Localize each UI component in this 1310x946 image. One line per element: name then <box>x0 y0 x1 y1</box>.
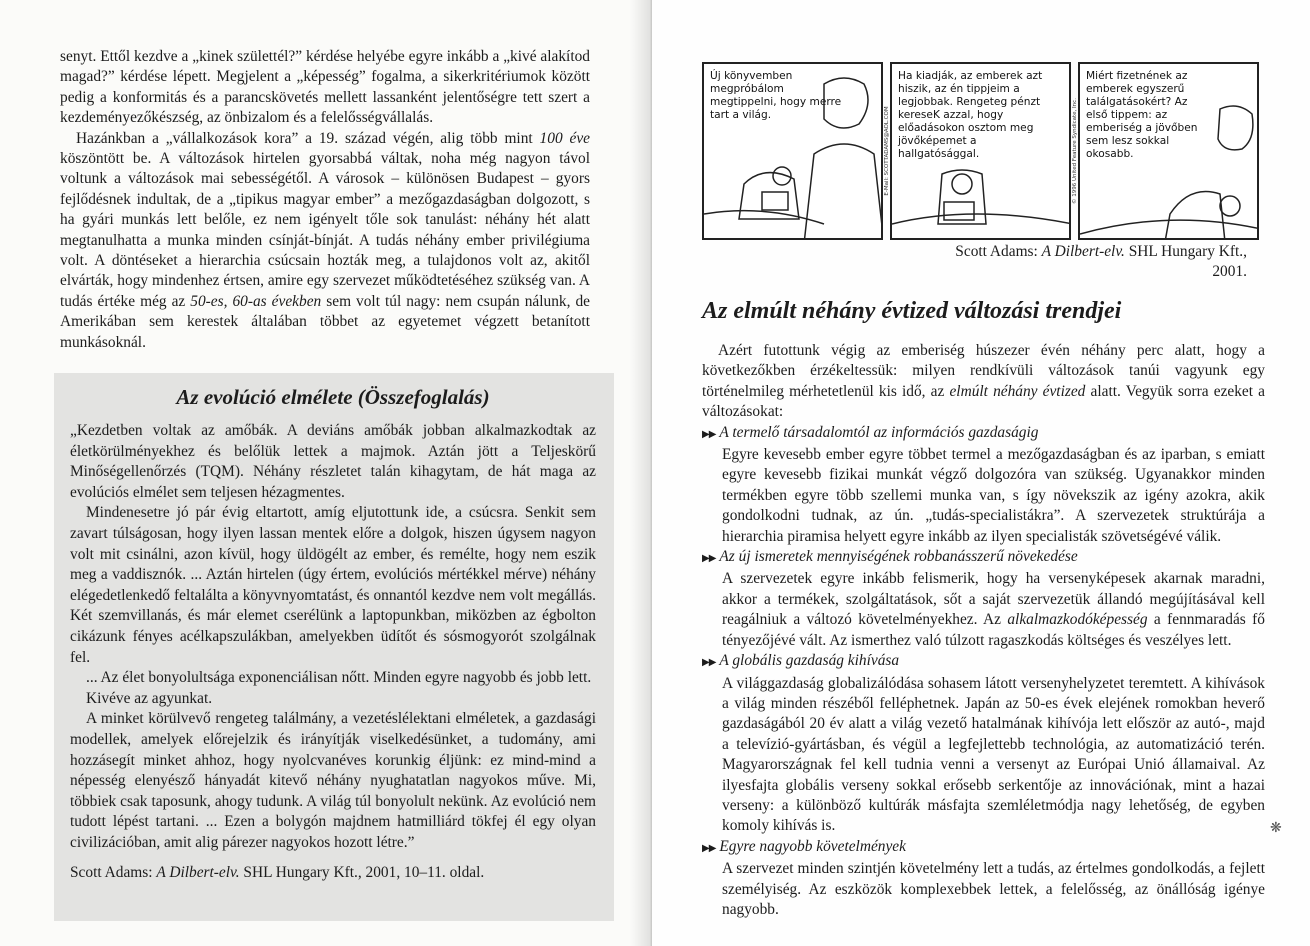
summary-paragraph: A minket körülvevő rengeteg találmány, a vezetéslélektani elméletek, a gazdasági modellek, amelyek előrejelzik és irányítják viselkedésünket, a tudomány, ami hozzásegít minket ahhoz, hogy nyolcvanéves korunkig éljünk: ez mind-mind a népesség elenyésző hányadát kitevő néhány nyughatatlan nagyokos műve. Mi, többiek csak taposunk, ahogy tudunk. A világ túl bonyolult nekünk. Az evolúció nem tudott lépést tartani. ... Ezen a bolygón majdnem hatmilliárd tökfej él egy olyan civilizációban, amit alig párezer nagyokos hozott létre.” <box>70 710 596 851</box>
trend-body: Egyre kevesebb ember egyre többet termel a mezőgazdaságban és az iparban, s emiatt egyre kevesebb fizikai munkát végző dolgozóra van szükség. Ugyanakkor minden termékben egyre több szellemi munka van, s így növekszik az igény azokra, akik gondolkodni tudnak, az ún. „tudás-specialistákra”. A szervezetek struktúrája a hierarchia piramisa helyett egyre inkább az ilyen specialisták szövetségévé válik. <box>722 446 1265 545</box>
dilbert-comic-strip <box>702 62 1260 240</box>
paragraph-2: Hazánkban a „vállalkozások kora” a 19. század végén, alig több mint 100 éve köszöntött be. A változások hirtelen gyorsabbá váltak, noha még nagyon távol voltunk a változások mai sebességétől. A városok – különösen Budapest – gyors fejlődésnek indultak, de a „tipikus magyar ember” a mezőgazdaságban dolgozott, s ha gyári munkás lett belőle, ez nem igényelt tőle sok tanulást: néhány hét alatt megtanulhatta a munka minden csínját-bínját. A tudás néhány ember privilégiuma volt. A döntéseket a hierarchia csúcsain hozták meg, a tulajdonos volt az, akitől elvárták, hogy mindenhez értsen, amire egy szervezet működtetéséhez szükség van. A tudás értéke még az 50-es, 60-as években sem volt túl nagy: nem csupán nálunk, de Amerikában sem kerestek általában többet az egyetemet végzett betanított munkásoknál. <box>60 129 590 351</box>
arrow-bullet-icon: ▶▶ <box>702 657 716 669</box>
summary-source: Scott Adams: A Dilbert-elv. SHL Hungary Kft., 2001, 10–11. oldal. <box>70 864 485 882</box>
dogbert-drawing <box>892 64 1071 240</box>
arrow-bullet-icon: ▶▶ <box>702 842 716 854</box>
comic-credit-copyright: © 1996 United Feature Syndicate, Inc. <box>1072 98 1078 204</box>
left-body-text <box>60 47 590 353</box>
trend-heading: ▶▶ Az új ismeretek mennyiségének robbanásszerű növekedése <box>702 547 1265 569</box>
summary-paragraph: Kivéve az agyunkat. <box>86 689 213 707</box>
trend-heading: ▶▶ A termelő társadalomtól az információs gazdaságig <box>702 423 1265 445</box>
paragraph-1: senyt. Ettől kezdve a „kinek születtél?” kérdése helyébe egyre inkább a „kivé alakítod magad?” kérdése lépett. Megjelent a „képesség” fogalma, a sikerkritériumok között pedig a konformitás és a parancskövetés mellett lassanként jelentőségre tett szert a kezdeményezőkészség, az önbizalom és a felelősségvállalás. <box>60 48 590 127</box>
summary-paragraph: „Kezdetben voltak az amőbák. A deviáns amőbák jobban alkalmazkodtak az életkörülményekhez és belőlük lettek a majmok. Aztán jött a Teljeskörű Minőségellenőrzés (TQM). Néhány részletet talán kihagytam, de hát maga az evolúciós elmélet sem teljesen hézagmentes. <box>70 422 596 501</box>
scan-speck-icon: ❋ <box>1270 821 1282 836</box>
comic-panel-1 <box>702 62 883 240</box>
comic-caption: Scott Adams: A Dilbert-elv. SHL Hungary Kft., 2001. <box>955 243 1247 280</box>
summary-paragraph: Mindenesetre jó pár évig eltartott, amíg eljutottunk ide, a csúcsra. Senkit sem zavart túlságosan, hogy ilyen lassan mentek előre a dolgok, hiszen úgysem nagyon volt mit csinálni, azon kívül, hogy üldögélt az ember, és remélte, hogy nem eszik meg a vaddisznók. ... Aztán hirtelen (úgy értem, evolúciós mértékkel mérve) néhány elégedetlenkedő feltalálta a könyvnyomtatást, és onnantól kezdve nem volt megállás. Két szemvillanás, és már elemet cserélünk a laptopunkban, miközben az égbolton cikázunk fényes acélkapszulákban, amelyekben üdítőt és sósmogyorót szolgálnak fel. <box>70 504 596 666</box>
summary-box <box>54 373 614 921</box>
speech-bubble: Miért fizetnének az emberek egyszerű találgatásokért? Az első tippem: az emberiség a jövőben sem lesz sokkal okosabb. <box>1086 70 1198 160</box>
comic-panel-2 <box>890 62 1071 240</box>
trend-body: A világgazdaság globalizálódása sohasem látott versenyhelyzetet teremtett. A kihívások a világ minden részéből felléphetnek. Japán az 50-es évek elejének romokban heverő gazdaságából 20 év alatt a világ vezető hatalmának kihívója lett először az autó-, majd a televízió-gyártásban, és végül a legfejlettebb technológia, az automatizáció terén. Magyarországnak fel kell tudnia venni a versenyt az Európai Unió államaival. Az ilyesfajta globális verseny sokkal erősebb serkentője az innovációnak, mint a hazai verseny: a különböző kultúrák másfajta szemléletmódja nagy lehetőség, de egyben komoly kihívás is. <box>722 674 1265 835</box>
arrow-bullet-icon: ▶▶ <box>702 553 716 565</box>
speech-bubble: Új könyvemben megpróbálom megtippelni, hogy merre tart a világ. <box>710 70 842 121</box>
summary-paragraph: ... Az élet bonyolultsága exponenciálisan nőtt. Minden egyre nagyobb és jobb lett. <box>86 669 592 687</box>
dilbert-drawing <box>704 64 883 240</box>
summary-title: Az evolúció elmélete (Összefoglalás) <box>176 385 490 409</box>
section-title: Az elmúlt néhány évtized változási trendjei <box>702 298 1122 324</box>
intro-paragraph: Azért futottunk végig az emberiség húszezer évén néhány perc alatt, hogy a következőkben érzékeltessük: milyen rendkívüli változások tanúi vagyunk egy történelmileg mérhetetlenül kis idő, az elmúlt néhány évtized alatt. Vegyük sorra ezeket a változásokat: <box>702 342 1265 421</box>
left-page <box>0 0 652 946</box>
dilbert-drawing <box>1080 64 1259 240</box>
comic-panel-3 <box>1078 62 1259 240</box>
right-body-text <box>702 341 1265 920</box>
comic-credit-email: E-Mail: SCOTTADAMS@AOL.COM <box>884 106 890 196</box>
arrow-bullet-icon: ▶▶ <box>702 428 716 440</box>
trend-heading: ▶▶ Egyre nagyobb követelmények <box>702 837 1265 859</box>
trend-body: A szervezet minden szintjén követelmény lett a tudás, az értelmes gondolkodás, a fejlett személyiség. Az eszközök komplexebbek lettek, a felelősség, az önállóság igénye nagyobb. <box>722 860 1265 918</box>
trend-heading: ▶▶ A globális gazdaság kihívása <box>702 651 1265 673</box>
right-page <box>652 0 1310 946</box>
speech-bubble: Ha kiadják, az emberek azt hiszik, az én tippjeim a legjobbak. Rengeteg pénzt kereseK azzal, hogy előadásokon osztom meg jövőképemet a hallgatósággal. <box>898 70 1043 160</box>
trend-body: A szervezetek egyre inkább felismerik, hogy ha versenyképesek akarnak maradni, akkor a termékek, szolgáltatások, sőt a saját szervezetük állandó megújításával kell reagálniuk a változó követelményekhez. Az alkalmazkodóképesség a fennmaradás fő tényezőjévé vált. Az ismerthez való túlzott ragaszkodás költséges és veszélyes lett. <box>722 570 1265 649</box>
